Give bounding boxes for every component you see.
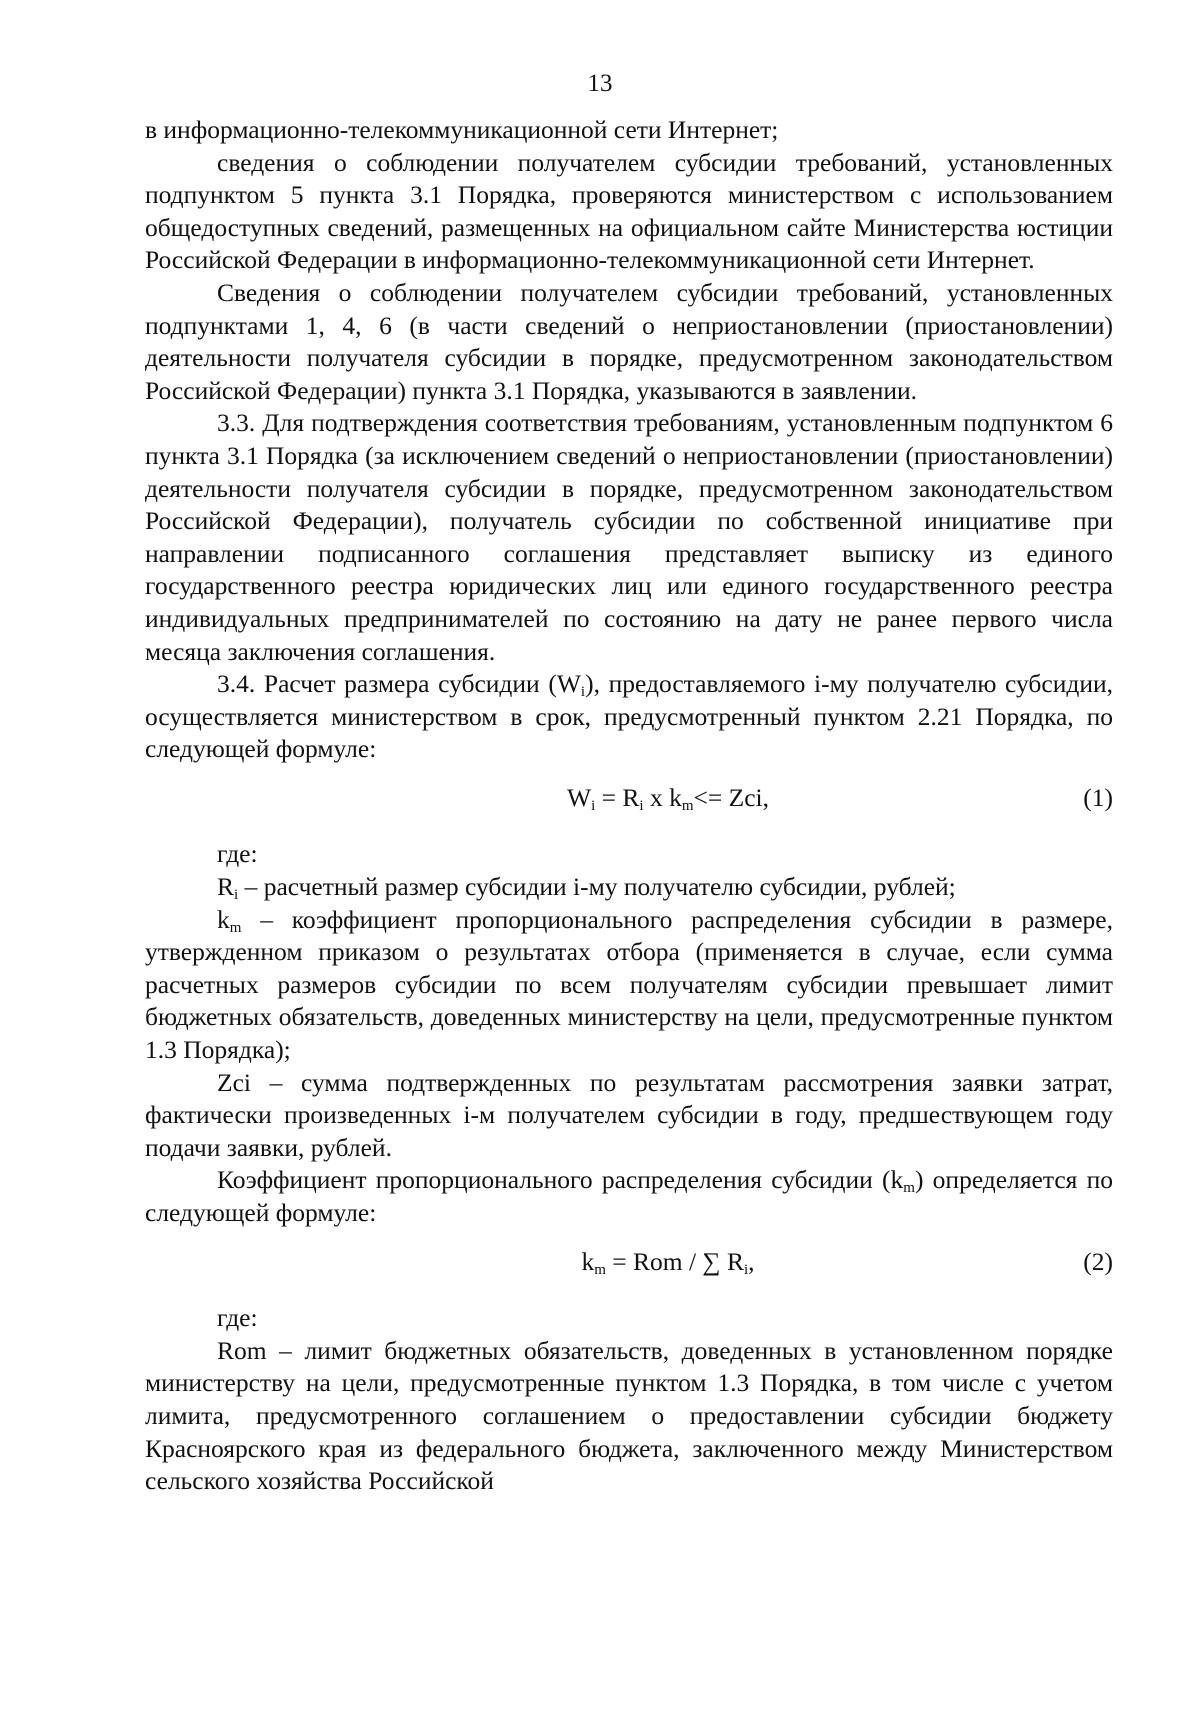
section-3-4-subscript: i <box>580 684 586 701</box>
formula-2: $k_m$ = Rom / ∑ $R_i$, <box>581 1246 755 1278</box>
definition-ri: $R_i$ – расчетный размер субсидии i-му получателю субсидии, рублей; <box>217 872 956 904</box>
where-label-2: где: <box>217 1303 258 1333</box>
definition-zci: Zci – сумма подтвержденных по результатам рассмотрения заявки затрат, фактически произведенных i-м получателем субсидии в году, предшествующем году подачи заявки, рублей. <box>145 1067 1113 1162</box>
paragraph-section-3-3: 3.3. Для подтверждения соответствия требованиям, установленным подпунктом 6 пункта 3.1 Порядка (за исключением сведений о неприостановлении (приостановлении) деятельности получателя субсидии в порядке, предусмотренном законодательством Российской Федерации), получатель субсидии по собственной инициативе при направлении подписанного соглашения представляет выписку из единого государственного реестра юридических лиц или единого государственного реестра индивидуальных предпринимателей по состоянию на дату не ранее первого числа месяца заключения соглашения. <box>145 408 1113 666</box>
formula-1-number: (1) <box>1083 782 1113 812</box>
formula-2-row <box>145 1246 1113 1279</box>
definition-rom: Rom – лимит бюджетных обязательств, доведенных в установленном порядке министерству на цели, предусмотренные пунктом 1.3 Порядка, в том числе с учетом лимита, предусмотренного соглашением о предоставлении субсидии бюджету Красноярского края из федерального бюджета, заключенного между Министерством сельского хозяйства Российской <box>145 1335 1113 1496</box>
definition-km: $k_m$ – коэффициент пропорционального распределения субсидии в размере, утвержденном приказом о результатах отбора (применяется в случае, если сумма расчетных размеров субсидии по всем получателям субсидии превышает лимит бюджетных обязательств, доведенных министерству на цели, предусмотренные пунктом 1.3 Порядка); <box>145 904 1113 1065</box>
paragraph-continuation: в информационно-телекоммуникационной сети Интернет; <box>145 115 779 144</box>
section-3-4-text-after: ), предоставляемого i-му получателю субсидии, осуществляется министерством в срок, предусмотренный пунктом 2.21 Порядка, по следующей формуле: <box>145 669 1113 764</box>
page-number: 13 <box>587 70 613 97</box>
section-3-4-text-before: 3.4. Расчет размера субсидии (W <box>217 669 581 699</box>
document-body <box>145 114 1113 1498</box>
paragraph-coefficient: Коэффициент пропорционального распределения субсидии $(k_m)$ определяется по следующей формуле: <box>145 1165 1113 1227</box>
where-label-1: где: <box>217 839 258 869</box>
formula-1-row <box>145 782 1113 815</box>
paragraph-requirements-statement: Сведения о соблюдении получателем субсидии требований, установленных подпунктами 1, 4, 6 (в части сведений о неприостановлении (приостановлении) деятельности получателя субсидии в порядке, предусмотренном законодательством Российской Федерации) пункта 3.1 Порядка, указываются в заявлении. <box>145 277 1113 405</box>
formula-1: $W_i = R_i$ x $k_m<=$ Zci, <box>567 782 769 814</box>
formula-2-number: (2) <box>1083 1246 1113 1276</box>
paragraph-requirements-check: сведения о соблюдении получателем субсидии требований, установленных подпунктом 5 пункта 3.1 Порядка, проверяются министерством с использованием общедоступных сведений, размещенных на официальном сайте Министерства юстиции Российской Федерации в информационно-телекоммуникационной сети Интернет. <box>145 147 1113 275</box>
paragraph-section-3-4 <box>145 668 1113 766</box>
